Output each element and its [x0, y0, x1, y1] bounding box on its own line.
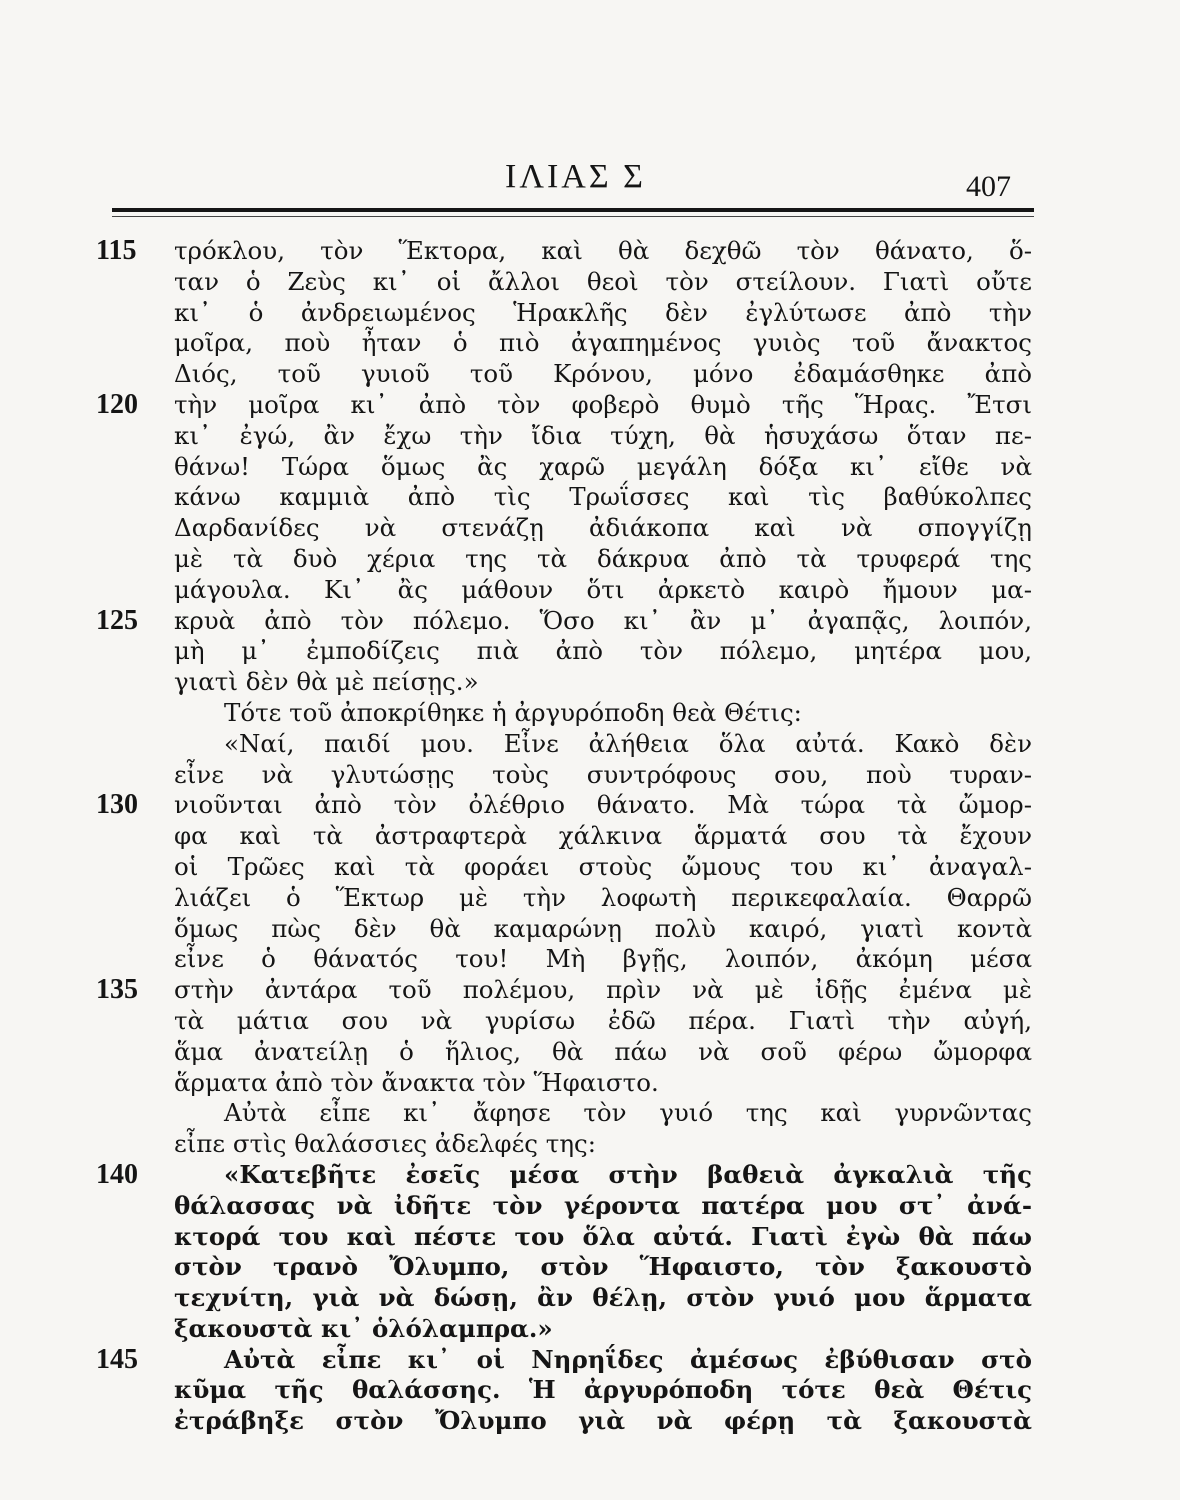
line-text: θάλασσας νὰ ἰδῆτε τὸν γέροντα πατέρα μου στ᾿ ἀνά-: [174, 1190, 1032, 1220]
line-text: κτορά του καὶ πέστε του ὅλα αὐτά. Γιατὶ ἐγὼ θὰ πάω: [174, 1221, 1032, 1251]
verse-line: [96, 482, 1046, 513]
line-text: στὴν ἀντάρα τοῦ πολέμου, πρὶν νὰ μὲ ἰδῇς ἐμένα μὲ: [174, 975, 1032, 1005]
verse-line: [96, 944, 1046, 975]
running-title: ΙΛΙΑΣ Σ: [505, 158, 646, 195]
verse-line: [96, 914, 1046, 945]
verse-line: [96, 883, 1046, 914]
line-text: ὅμως πὼς δὲν θὰ καμαρώνῃ πολὺ καιρό, γιατὶ κοντὰ: [174, 913, 1032, 943]
line-text: θάνω! Τώρα ὅμως ἂς χαρῶ μεγάλη δόξα κι᾿ εἴθε νὰ: [174, 451, 1032, 481]
verse-line: [96, 1129, 1046, 1160]
verse-line: [96, 975, 1046, 1006]
verse-line: [96, 1375, 1046, 1406]
verse-line: [96, 821, 1046, 852]
line-text: νιοῦνται ἀπὸ τὸν ὀλέθριο θάνατο. Μὰ τώρα τὰ ὤμορ-: [174, 790, 1032, 820]
line-text: τὰ μάτια σου νὰ γυρίσω ἐδῶ πέρα. Γιατὶ τὴν αὐγή,: [174, 1005, 1032, 1035]
line-text: μὲ τὰ δυὸ χέρια της τὰ δάκρυα ἀπὸ τὰ τρυφερά της: [174, 543, 1032, 573]
line-text: τὴν μοῖρα κι᾿ ἀπὸ τὸν φοβερὸ θυμὸ τῆς Ἥρας. Ἔτσι: [174, 389, 1032, 419]
line-text: κάνω καμμιὰ ἀπὸ τὶς Τρωΐσσες καὶ τὶς βαθύκολπες: [174, 482, 1032, 512]
verse-line: [96, 390, 1046, 421]
verse-line: [96, 760, 1046, 791]
verse-line: [96, 667, 1046, 698]
verse-text-block: [96, 236, 1046, 1437]
verse-line: [96, 544, 1046, 575]
line-text: κι᾿ ὁ ἀνδρειωμένος Ἡρακλῆς δὲν ἐγλύτωσε ἀπὸ τὴν: [174, 297, 1032, 327]
verse-line: [96, 729, 1046, 760]
line-text: Δαρδανίδες νὰ στενάζῃ ἀδιάκοπα καὶ νὰ σπογγίζῃ: [174, 513, 1032, 543]
verse-line: [96, 1037, 1046, 1068]
line-text: οἱ Τρῶες καὶ τὰ φοράει στοὺς ὤμους του κι᾿ ἀναγαλ-: [174, 851, 1032, 881]
verse-line: [96, 421, 1046, 452]
line-text: ἅρματα ἀπὸ τὸν ἄνακτα τὸν Ἥφαιστο.: [174, 1067, 659, 1097]
line-text: κρυὰ ἀπὸ τὸν πόλεμο. Ὅσο κι᾿ ἂν μ᾿ ἀγαπᾷς, λοιπόν,: [174, 605, 1032, 635]
verse-line: [96, 359, 1046, 390]
verse-line: [96, 1252, 1046, 1283]
verse-line: [96, 790, 1046, 821]
verse-line: [96, 1098, 1046, 1129]
verse-line: [96, 1160, 1046, 1191]
line-text: εἶπε στὶς θαλάσσιες ἀδελφές της:: [174, 1129, 596, 1159]
verse-line: [96, 236, 1046, 267]
verse-line: [96, 1068, 1046, 1099]
line-text: Αὐτὰ εἶπε κι᾿ ἄφησε τὸν γυιό της καὶ γυρνῶντας: [224, 1098, 1032, 1128]
verse-line: [96, 606, 1046, 637]
line-text: Διός, τοῦ γυιοῦ τοῦ Κρόνου, μόνο ἐδαμάσθηκε ἀπὸ: [174, 359, 1032, 389]
verse-line: [96, 698, 1046, 729]
verse-line: [96, 1406, 1046, 1437]
line-number: 120: [96, 388, 138, 420]
line-number: 115: [96, 235, 137, 266]
line-number: 140: [96, 1158, 138, 1190]
line-number: 130: [96, 789, 138, 821]
verse-line: [96, 1283, 1046, 1314]
line-text: «Κατεβῆτε ἐσεῖς μέσα στὴν βαθειὰ ἀγκαλιὰ τῆς: [224, 1159, 1032, 1189]
page-header: [0, 0, 1180, 230]
line-text: γιατὶ δὲν θὰ μὲ πείσῃς.»: [174, 667, 479, 697]
verse-line: [96, 328, 1046, 359]
line-text: «Ναί, παιδί μου. Εἶνε ἀλήθεια ὅλα αὐτά. Κακὸ δὲν: [224, 728, 1032, 758]
line-text: τεχνίτη, γιὰ νὰ δώσῃ, ἂν θέλῃ, στὸν γυιό μου ἅρματα: [174, 1283, 1032, 1313]
line-text: ἅμα ἀνατείλῃ ὁ ἥλιος, θὰ πάω νὰ σοῦ φέρω ὤμορφα: [174, 1036, 1032, 1066]
verse-line: [96, 1191, 1046, 1222]
page-number: 407: [966, 170, 1011, 203]
line-text: λιάζει ὁ Ἕκτωρ μὲ τὴν λοφωτὴ περικεφαλαία. Θαρρῶ: [174, 882, 1032, 912]
verse-line: [96, 452, 1046, 483]
header-rule-thin: [112, 216, 1034, 217]
line-text: φα καὶ τὰ ἀστραφτερὰ χάλκινα ἅρματά σου τὰ ἔχουν: [174, 821, 1032, 851]
verse-line: [96, 1314, 1046, 1345]
line-text: κῦμα τῆς θαλάσσης. Ἡ ἀργυρόποδη τότε θεὰ Θέτις: [174, 1375, 1032, 1405]
verse-line: [96, 267, 1046, 298]
line-number: 125: [96, 604, 138, 636]
line-text: μάγουλα. Κι᾿ ἂς μάθουν ὅτι ἀρκετὸ καιρὸ ἤμουν μα-: [174, 574, 1032, 604]
verse-line: [96, 513, 1046, 544]
line-number: 145: [96, 1343, 138, 1375]
verse-line: [96, 1345, 1046, 1376]
line-text: τρόκλου, τὸν Ἕκτορα, καὶ θὰ δεχθῶ τὸν θάνατο, ὅ-: [174, 236, 1032, 265]
line-text: εἶνε ὁ θάνατός του! Μὴ βγῇς, λοιπόν, ἀκόμη μέσα: [174, 944, 1032, 974]
verse-line: [96, 298, 1046, 329]
verse-line: [96, 1222, 1046, 1253]
line-text: Τότε τοῦ ἀποκρίθηκε ἡ ἀργυρόποδη θεὰ Θέτις:: [224, 697, 802, 727]
verse-line: [96, 636, 1046, 667]
header-rule: [112, 208, 1034, 212]
line-text: ταν ὁ Ζεὺς κι᾿ οἱ ἄλλοι θεοὶ τὸν στείλουν. Γιατὶ οὔτε: [174, 266, 1032, 296]
line-text: κι᾿ ἐγώ, ἂν ἔχω τὴν ἴδια τύχη, θὰ ἡσυχάσω ὅταν πε-: [174, 420, 1032, 450]
line-text: ἐτράβηξε στὸν Ὄλυμπο γιὰ νὰ φέρῃ τὰ ξακουστὰ: [174, 1406, 1032, 1436]
verse-line: [96, 852, 1046, 883]
line-text: ξακουστὰ κι᾿ ὁλόλαμπρα.»: [174, 1313, 553, 1343]
line-text: εἶνε νὰ γλυτώσῃς τοὺς συντρόφους σου, ποὺ τυραν-: [174, 759, 1032, 789]
line-text: Αὐτὰ εἶπε κι᾿ οἱ Νηρηΐδες ἀμέσως ἐβύθισαν στὸ: [224, 1344, 1032, 1374]
line-text: στὸν τρανὸ Ὄλυμπο, στὸν Ἥφαιστο, τὸν ξακουστὸ: [174, 1252, 1032, 1282]
verse-line: [96, 575, 1046, 606]
line-text: μὴ μ᾿ ἐμποδίζεις πιὰ ἀπὸ τὸν πόλεμο, μητέρα μου,: [174, 636, 1032, 666]
line-number: 135: [96, 974, 138, 1006]
line-text: μοῖρα, ποὺ ἦταν ὁ πιὸ ἀγαπημένος γυιὸς τοῦ ἄνακτος: [174, 328, 1032, 358]
verse-line: [96, 1006, 1046, 1037]
